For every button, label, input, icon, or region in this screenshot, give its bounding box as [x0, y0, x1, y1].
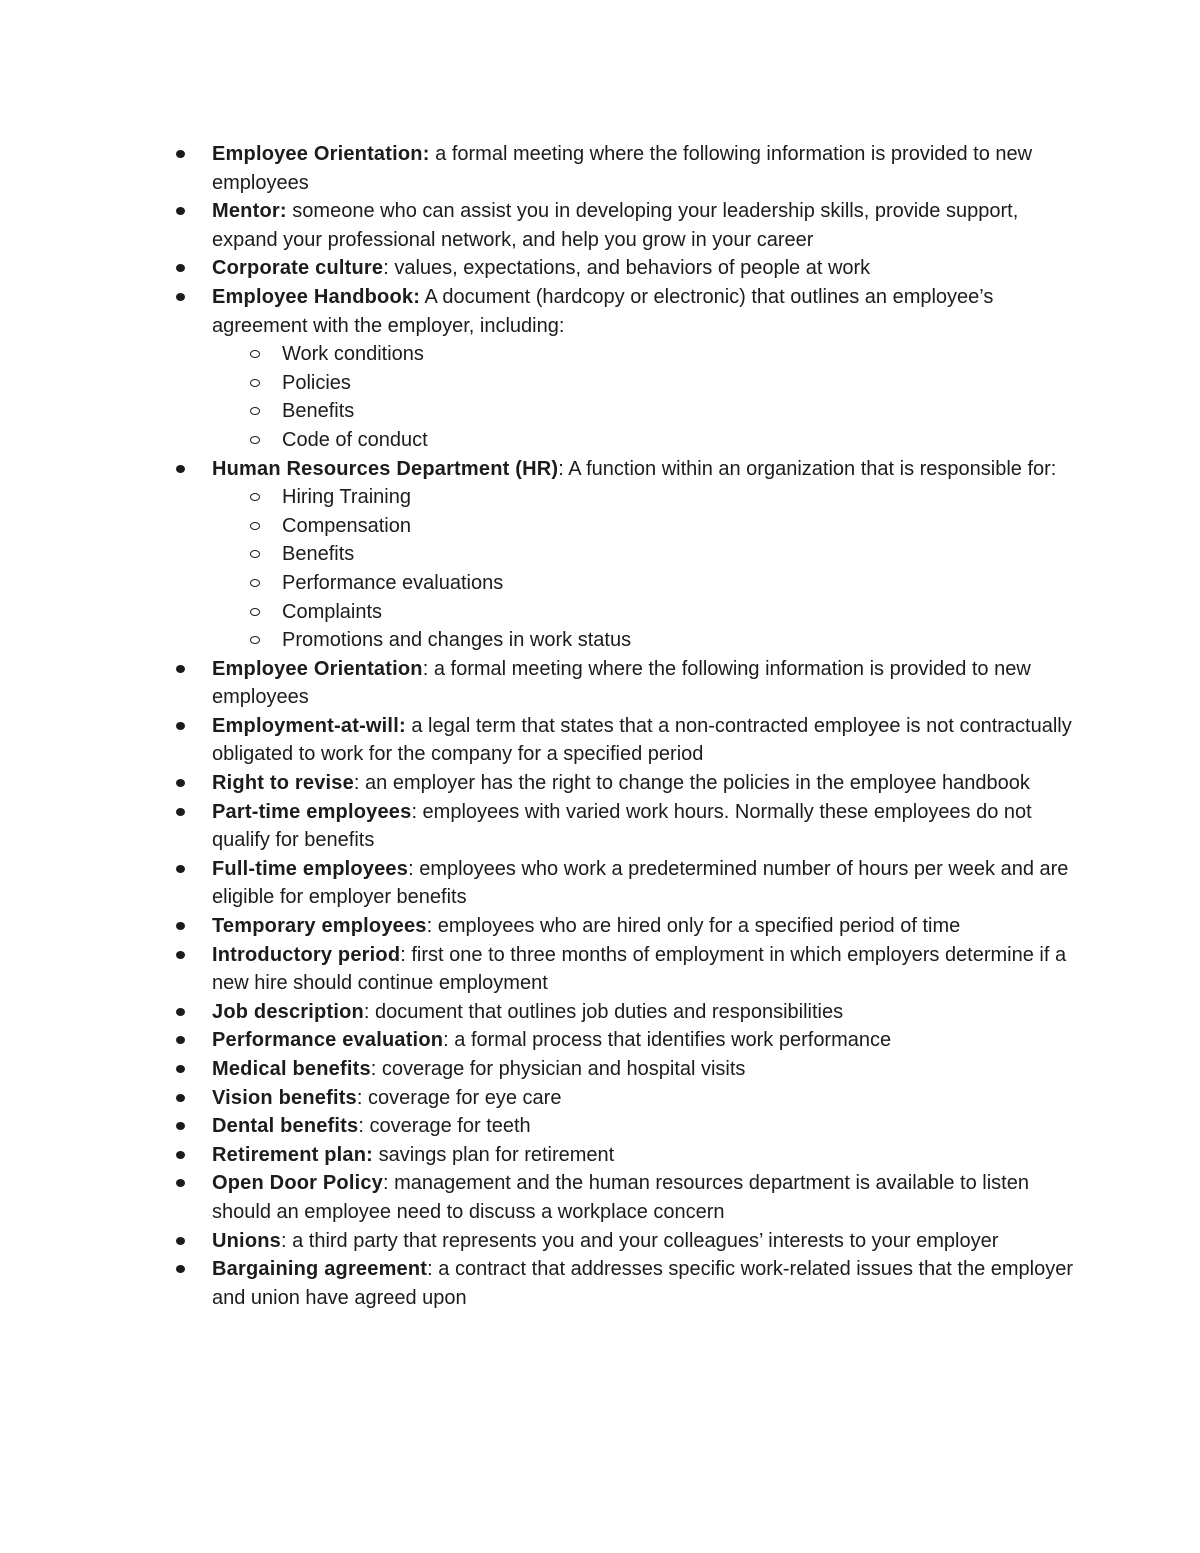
glossary-term: Full-time employees: [212, 857, 409, 880]
bullet-icon: [176, 264, 185, 272]
bullet-icon: [176, 293, 185, 301]
glossary-definition: a legal term that states that a non-contracted employee is not contractually obligated to work for the company for a specified period: [212, 714, 1072, 766]
glossary-definition: : employees with varied work hours. Normally these employees do not qualify for benefits: [212, 800, 1032, 852]
hollow-bullet-icon: [250, 608, 260, 616]
sub-item-label: Policies: [282, 371, 351, 394]
glossary-term: Right to revise: [212, 772, 354, 795]
glossary-definition: : employees who are hired only for a specified period of time: [426, 915, 961, 938]
bullet-icon: [176, 1179, 185, 1187]
sub-item-label: Benefits: [282, 400, 355, 423]
bullet-icon: [176, 1151, 185, 1159]
hollow-bullet-icon: [250, 436, 260, 444]
sub-list: [212, 483, 1082, 655]
glossary-term: Open Door Policy: [212, 1172, 384, 1195]
bullet-icon: [176, 922, 185, 930]
glossary-item: [212, 998, 1082, 1027]
glossary-item: [212, 455, 1082, 655]
sub-item-label: Complaints: [282, 600, 383, 623]
sub-item-label: Benefits: [282, 543, 355, 566]
glossary-term: Retirement plan:: [212, 1143, 374, 1166]
glossary-term: Employee Orientation:: [212, 143, 430, 165]
hollow-bullet-icon: [250, 550, 260, 558]
glossary-term: Employee Handbook:: [212, 285, 421, 308]
glossary-item: [212, 912, 1082, 941]
glossary-item: [212, 1141, 1082, 1170]
sub-list-item: [212, 483, 1082, 512]
glossary-item: [212, 798, 1082, 855]
glossary-term: Mentor:: [212, 200, 287, 223]
glossary-term: Job description: [212, 1000, 364, 1023]
sub-list-item: [212, 426, 1082, 455]
bullet-icon: [176, 865, 185, 873]
bullet-icon: [176, 951, 185, 959]
sub-list-item: [212, 598, 1082, 627]
glossary-item: [212, 855, 1082, 912]
glossary-definition: : coverage for eye care: [356, 1086, 562, 1109]
glossary-item: [212, 283, 1082, 455]
glossary-definition: : first one to three months of employment in which employers determine if a new hire should continue employment: [212, 943, 1067, 995]
glossary-term: Dental benefits: [212, 1115, 359, 1138]
bullet-icon: [176, 465, 185, 473]
hollow-bullet-icon: [250, 407, 260, 415]
glossary-item: [212, 1026, 1082, 1055]
bullet-icon: [176, 1036, 185, 1044]
bullet-icon: [176, 150, 185, 158]
glossary-definition: : coverage for teeth: [358, 1115, 531, 1138]
glossary-item: [212, 1084, 1082, 1113]
sub-item-label: Hiring Training: [282, 486, 411, 509]
glossary-item: [212, 197, 1082, 254]
glossary-item: [212, 1112, 1082, 1141]
glossary-item: [212, 140, 1082, 197]
glossary-item: [212, 1055, 1082, 1084]
glossary-definition: savings plan for retirement: [373, 1143, 615, 1166]
bullet-icon: [176, 207, 185, 215]
glossary-term: Vision benefits: [212, 1086, 357, 1109]
sub-list-item: [212, 397, 1082, 426]
hollow-bullet-icon: [250, 379, 260, 387]
glossary-definition: : management and the human resources department is available to listen should an employee need to discuss a workplace concern: [212, 1172, 1029, 1223]
glossary-term: Human Resources Department (HR): [212, 457, 559, 480]
bullet-icon: [176, 1237, 185, 1245]
glossary-definition: : coverage for physician and hospital visits: [370, 1058, 746, 1080]
hollow-bullet-icon: [250, 493, 260, 501]
glossary-definition: : a formal process that identifies work performance: [443, 1029, 892, 1052]
hollow-bullet-icon: [250, 579, 260, 587]
hollow-bullet-icon: [250, 350, 260, 358]
glossary-definition: : values, expectations, and behaviors of people at work: [383, 257, 871, 280]
bullet-icon: [176, 1094, 185, 1102]
bullet-icon: [176, 1122, 185, 1130]
glossary-term: Performance evaluation: [212, 1029, 444, 1052]
glossary-definition: : a contract that addresses specific work-related issues that the employer and union have agreed upon: [212, 1258, 1074, 1309]
glossary-definition: : A function within an organization that is responsible for:: [558, 457, 1057, 480]
sub-list-item: [212, 512, 1082, 541]
sub-list-item: [212, 569, 1082, 598]
bullet-icon: [176, 808, 185, 816]
glossary-item: [212, 941, 1082, 998]
sub-item-label: Code of conduct: [282, 428, 428, 451]
sub-list-item: [212, 540, 1082, 569]
bullet-icon: [176, 779, 185, 787]
glossary-term: Introductory period: [212, 943, 401, 966]
glossary-item: [212, 655, 1082, 712]
glossary-term: Unions: [212, 1229, 281, 1252]
glossary-term: Corporate culture: [212, 257, 384, 280]
glossary-term: Medical benefits: [212, 1058, 371, 1080]
glossary-definition: : employees who work a predetermined number of hours per week and are eligible for employer benefits: [212, 857, 1069, 909]
glossary-item: [212, 254, 1082, 283]
glossary-term: Employment-at-will:: [212, 714, 406, 737]
sub-item-label: Work conditions: [282, 343, 424, 366]
sub-item-label: Performance evaluations: [282, 571, 504, 594]
sub-list-item: [212, 626, 1082, 655]
glossary-item: [212, 1227, 1082, 1256]
glossary-definition: someone who can assist you in developing your leadership skills, provide support, expand your professional network, and help you grow in your career: [212, 200, 1019, 251]
bullet-icon: [176, 1265, 185, 1273]
sub-item-label: Promotions and changes in work status: [282, 629, 632, 652]
glossary-definition: : a third party that represents you and your colleagues’ interests to your employer: [280, 1229, 999, 1252]
glossary-item: [212, 712, 1082, 769]
glossary-definition: A document (hardcopy or electronic) that outlines an employee’s agreement with the employer, including:: [212, 285, 994, 337]
glossary-item: [212, 1255, 1082, 1312]
glossary-list: [212, 140, 1082, 1312]
hollow-bullet-icon: [250, 522, 260, 530]
glossary-definition: a formal meeting where the following information is provided to new employees: [212, 143, 1033, 194]
glossary-term: Employee Orientation: [212, 657, 423, 680]
bullet-icon: [176, 722, 185, 730]
glossary-item: [212, 769, 1082, 798]
bullet-icon: [176, 1008, 185, 1016]
sub-item-label: Compensation: [282, 514, 411, 537]
glossary-term: Bargaining agreement: [212, 1258, 428, 1281]
bullet-icon: [176, 1065, 185, 1073]
sub-list-item: [212, 340, 1082, 369]
glossary-definition: : an employer has the right to change the policies in the employee handbook: [353, 772, 1030, 795]
glossary-term: Part-time employees: [212, 800, 412, 823]
glossary-item: [212, 1169, 1082, 1226]
sub-list: [212, 340, 1082, 454]
glossary-term: Temporary employees: [212, 915, 427, 938]
sub-list-item: [212, 369, 1082, 398]
glossary-definition: : a formal meeting where the following information is provided to new employees: [212, 657, 1031, 709]
hollow-bullet-icon: [250, 636, 260, 644]
glossary-definition: : document that outlines job duties and responsibilities: [363, 1000, 844, 1023]
bullet-icon: [176, 665, 185, 673]
